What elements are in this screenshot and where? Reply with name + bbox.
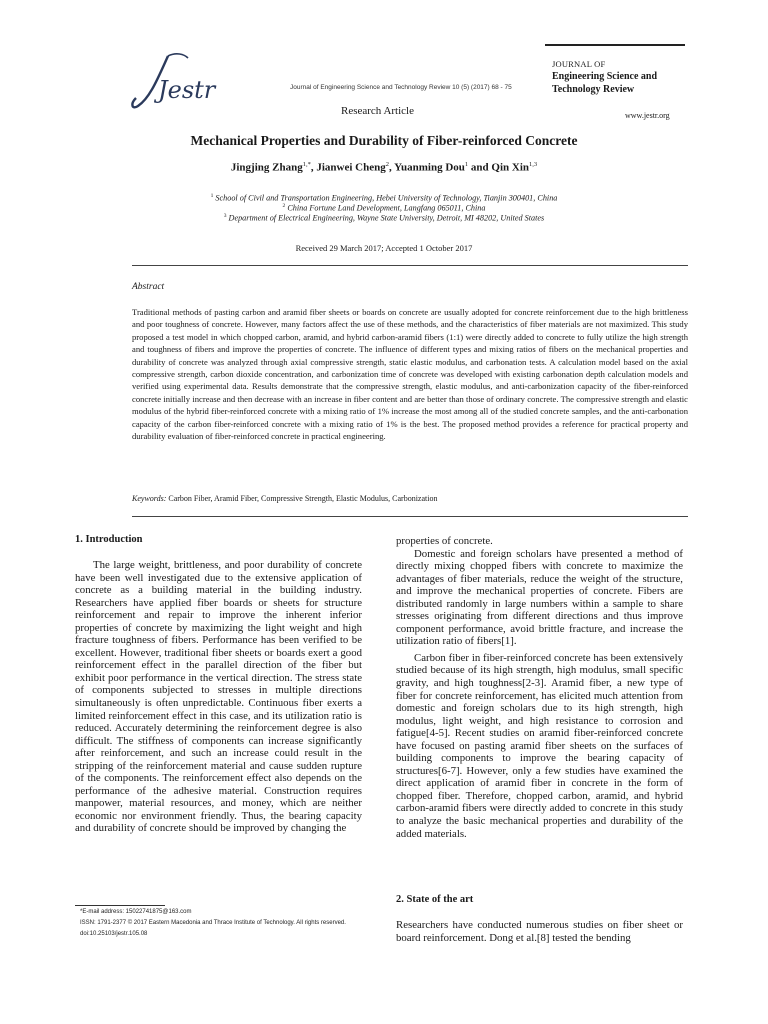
affiliation bbox=[0, 203, 768, 213]
affiliation-number: 3 bbox=[223, 213, 227, 219]
author-name: Jianwei Cheng bbox=[316, 161, 386, 174]
journal-box-line3: Technology Review bbox=[552, 84, 635, 95]
affiliation-text: School of Civil and Transportation Engineering, Hebei University of Technology, Tianjin 300401, China bbox=[215, 193, 558, 203]
journal-box-rule bbox=[545, 44, 685, 46]
footnote-issn: ISSN: 1791-2377 © 2017 Eastern Macedonia and Thrace Institute of Technology. All rights reserved. bbox=[80, 920, 346, 926]
journal-box-line2: Engineering Science and bbox=[552, 71, 658, 82]
paragraph: Carbon fiber in fiber-reinforced concrete has been extensively studied because of its high strength, high modulus, small specific gravity, and high toughness[2-3]. Aramid fiber, a new type of fiber for concrete reinforcement, has elicited much attention from domestic and foreign scholars due to its high strength, high modulus, light weight, and high resistance to corrosion and fatigue[4-5]. Recent studies on aramid fiber-reinforced concrete have focused on pasting aramid fiber sheets on the surfaces of building components to improve the bearing capacity of structures[6-7]. However, only a few studies have examined the direct application of aramid fiber in concrete in the form of chopped fiber. Therefore, chopped carbon, aramid, and hybrid carbon-aramid fibers were directly added to concrete in this study to analyze the basic mechanical properties and durability of the added materials. bbox=[396, 651, 683, 840]
paragraph-continued: properties of concrete. bbox=[396, 535, 493, 547]
affiliation-number: 2 bbox=[282, 203, 286, 209]
keywords-line bbox=[132, 494, 688, 503]
paragraph: Domestic and foreign scholars have presented a method of directly mixing chopped fibers with concrete to maximize the advantages of fiber materials, reduce the weight of the structure, and improve the mechanical properties of concrete. Fibers are distributed randomly in large numbers within a sample to share stresses originating from different directions and thus improve component performance, avoid brittle fracture, and increase the utilization ratio of fibers[1]. bbox=[396, 547, 683, 648]
jestr-logo-mark bbox=[128, 48, 258, 118]
abstract-text: Traditional methods of pasting carbon and aramid fiber sheets or boards on concrete are usually adopted for concrete reinforcement due to the high brittleness and poor toughness of concrete. However, many factors affect the use of these methods, and the characteristics of fiber materials are not maximized. This study proposed a test model in which chopped carbon, aramid, and hybrid carbon-aramid fibers (1:1) were directly added to concrete to fully utilize the high strength and toughness of fibers and improve the properties of concrete. The influence of different types and mixing ratios of fibers on the mechanical properties and durability of concrete was analyzed through axial compressive strength, static elastic modulus, and carbonation tests. A calculation model based on the axial compressive strength, carbon dioxide concentration, and carbonization time of concrete was developed with existing carbonation depth calculation models and verified using experimental data. Results demonstrate that the compressive strength, elastic modulus, and anti-carbonization capacity of the fiber-reinforced concrete initially increase and then decrease with an increase in fiber content and are better than those of ordinary concrete. The compressive strength and elastic modulus of the hybrid fiber-reinforced concrete with a mixing ratio of 1% increase the most among all of the studied concrete samples, and the anti-carbonation capacity of the carbon fiber-reinforced concrete with a mixing ratio of 1% is the best. The proposed method provides a reference for practical property and durability evaluation of fiber-reinforced concrete in practical engineering. bbox=[132, 307, 688, 442]
keywords-list: Carbon Fiber, Aramid Fiber, Compressive Strength, Elastic Modulus, Carbonization bbox=[168, 494, 438, 503]
author-separator: , bbox=[388, 161, 395, 174]
affiliation-text: Department of Electrical Engineering, Wayne State University, Detroit, MI 48202, United States bbox=[228, 213, 545, 223]
paragraph: Researchers have conducted numerous studies on fiber sheet or board reinforcement. Dong et al.[8] tested the bending bbox=[396, 919, 683, 944]
author-separator: and bbox=[468, 161, 492, 174]
journal-website-link[interactable]: www.jestr.org bbox=[625, 111, 670, 120]
received-dates: Received 29 March 2017; Accepted 1 October 2017 bbox=[295, 243, 473, 253]
paragraph: The large weight, brittleness, and poor durability of concrete have been well investigated due to the extensive application of concrete as a building material in the building industry. Researchers have applied fiber boards or sheets for structure reinforcement and repair to improve the inherent inferior properties of concrete by maximizing the light weight and high fracture toughness of fibers. Performance has been verified to be excellent. However, traditional fiber sheets or boards exert a good reinforcement effect in the parallel direction of the fiber but exhibit poor performance in the vertical direction. The stress state of components subjected to stresses in multiple directions simultaneously is often unpredictable. Continuous fiber exerts a limited reinforcement effect in this case, and its utilization ratio is reduced. Accurately determining the reinforcement degree is also difficult. The stiffness of components can increase significantly after reinforcement, and such an increase could result in the stripping of the reinforcement material and cause sudden rupture of the components. The reinforcement effect also depends on the performance of the adhesive material. Construction requires manpower, material resources, and money, which are neither economic nor environment friendly. Thus, the bearing capacity and durability of concrete should be improved by changing the bbox=[75, 559, 362, 835]
section-heading-state-of-art: 2. State of the art bbox=[396, 894, 474, 905]
journal-name-box bbox=[552, 58, 692, 96]
footnote bbox=[80, 907, 346, 940]
abstract-heading: Abstract bbox=[132, 282, 165, 292]
author-list bbox=[0, 161, 768, 174]
affiliation-text: China Fortune Land Development, Langfang 065011, China bbox=[287, 203, 486, 213]
journal-box-line1: JOURNAL OF bbox=[552, 59, 606, 69]
author-name: Qin Xin bbox=[491, 161, 529, 174]
body-column-right-lower bbox=[396, 919, 683, 944]
article-type: Research Article bbox=[341, 105, 414, 117]
author-affil-marker: 1,* bbox=[302, 161, 311, 168]
paper-title: Mechanical Properties and Durability of Fiber-reinforced Concrete bbox=[190, 133, 578, 148]
journal-citation-line: Journal of Engineering Science and Technology Review 10 (5) (2017) 68 - 75 bbox=[290, 84, 512, 91]
affiliation bbox=[0, 193, 768, 203]
footnote-doi[interactable]: doi:10.25103/jestr.105.08 bbox=[80, 931, 148, 937]
logo-text: Jestr bbox=[158, 76, 216, 104]
author-separator: , bbox=[310, 161, 317, 174]
author-name: Yuanming Dou bbox=[394, 161, 465, 174]
author-name: Jingjing Zhang bbox=[230, 161, 303, 174]
author-affil-marker: 2 bbox=[385, 161, 389, 168]
footnote-rule bbox=[75, 905, 165, 906]
section-heading-introduction: 1. Introduction bbox=[75, 534, 143, 545]
affiliation-number: 1 bbox=[210, 193, 214, 199]
keywords-label: Keywords: bbox=[132, 494, 167, 503]
author-affil-marker: 1,3 bbox=[529, 161, 538, 168]
author-affil-marker: 1 bbox=[464, 161, 469, 168]
affiliation bbox=[0, 213, 768, 223]
divider-top bbox=[132, 265, 688, 266]
footnote-email[interactable]: *E-mail address: 15022741875@163.com bbox=[80, 909, 192, 915]
journal-logo bbox=[128, 48, 258, 118]
divider-bottom bbox=[132, 516, 688, 517]
body-column-left bbox=[75, 559, 362, 835]
body-column-right bbox=[396, 535, 683, 840]
